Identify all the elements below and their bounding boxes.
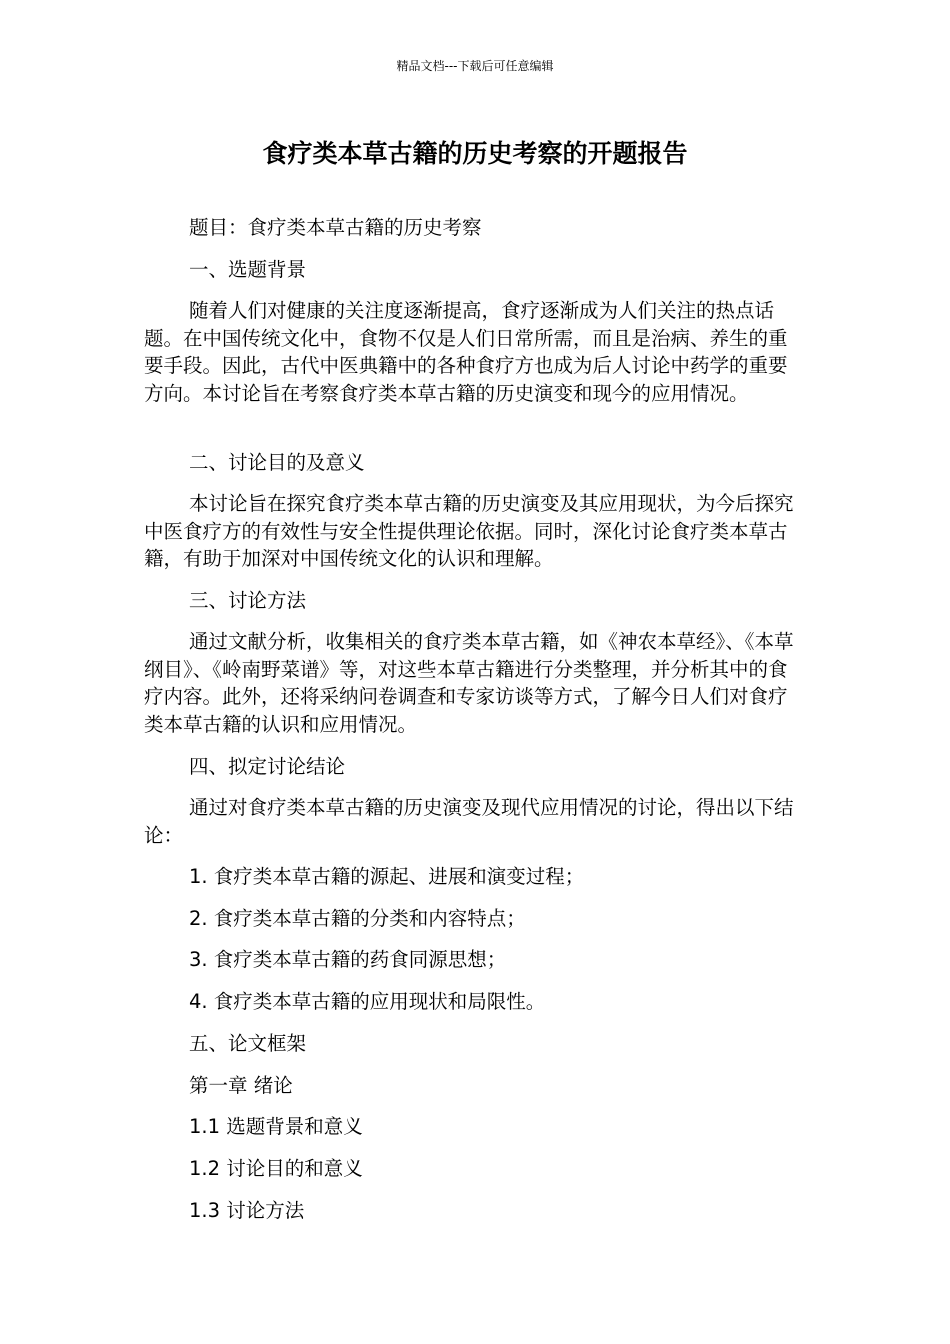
paragraph-background: 随着人们对健康的关注度逐渐提高，食疗逐渐成为人们关注的热点话题。在中国传统文化中，食物不仅是人们日常所需，而且是治病、养生的重要手段。因此，古代中医典籍中的各种食疗方也成为后人讨论中药学的重要方向。本讨论旨在考察食疗类本草古籍的历史演变和现今的应用情况。 [144, 299, 788, 405]
section-heading-conclusion: 四、拟定讨论结论 [189, 755, 346, 778]
paragraph-conclusion-intro: 通过对食疗类本草古籍的历史演变及现代应用情况的讨论，得出以下结论： [144, 796, 794, 847]
document-title: 食疗类本草古籍的历史考察的开题报告 [262, 139, 688, 168]
topic-line: 题目：食疗类本草古籍的历史考察 [189, 216, 482, 239]
outline-item: 1.1 选题背景和意义 [189, 1115, 363, 1138]
section-heading-method: 三、讨论方法 [189, 589, 307, 612]
list-item: 4. 食疗类本草古籍的应用现状和局限性。 [189, 990, 546, 1013]
paragraph-purpose: 本讨论旨在探究食疗类本草古籍的历史演变及其应用现状，为今后探究中医食疗方的有效性与安全性提供理论依据。同时，深化讨论食疗类本草古籍，有助于加深对中国传统文化的认识和理解。 [144, 492, 794, 570]
outline-item: 1.3 讨论方法 [189, 1199, 305, 1222]
list-item: 1. 食疗类本草古籍的源起、进展和演变过程； [189, 865, 585, 888]
outline-item: 1.2 讨论目的和意义 [189, 1157, 363, 1180]
section-heading-framework: 五、论文框架 [189, 1032, 307, 1055]
page-header-note: 精品文档---下载后可任意编辑 [396, 59, 554, 73]
paragraph-method: 通过文献分析，收集相关的食疗类本草古籍，如《神农本草经》、《本草纲目》、《岭南野菜谱》等，对这些本草古籍进行分类整理，并分析其中的食疗内容。此外，还将采纳问卷调查和专家访谈等方式，了解今日人们对食疗类本草古籍的认识和应用情况。 [144, 630, 794, 736]
list-item: 2. 食疗类本草古籍的分类和内容特点； [189, 907, 526, 930]
list-item: 3. 食疗类本草古籍的药食同源思想； [189, 948, 507, 971]
chapter-heading: 第一章 绪论 [189, 1074, 293, 1097]
section-heading-purpose: 二、讨论目的及意义 [189, 451, 365, 474]
section-heading-background: 一、选题背景 [189, 258, 307, 281]
